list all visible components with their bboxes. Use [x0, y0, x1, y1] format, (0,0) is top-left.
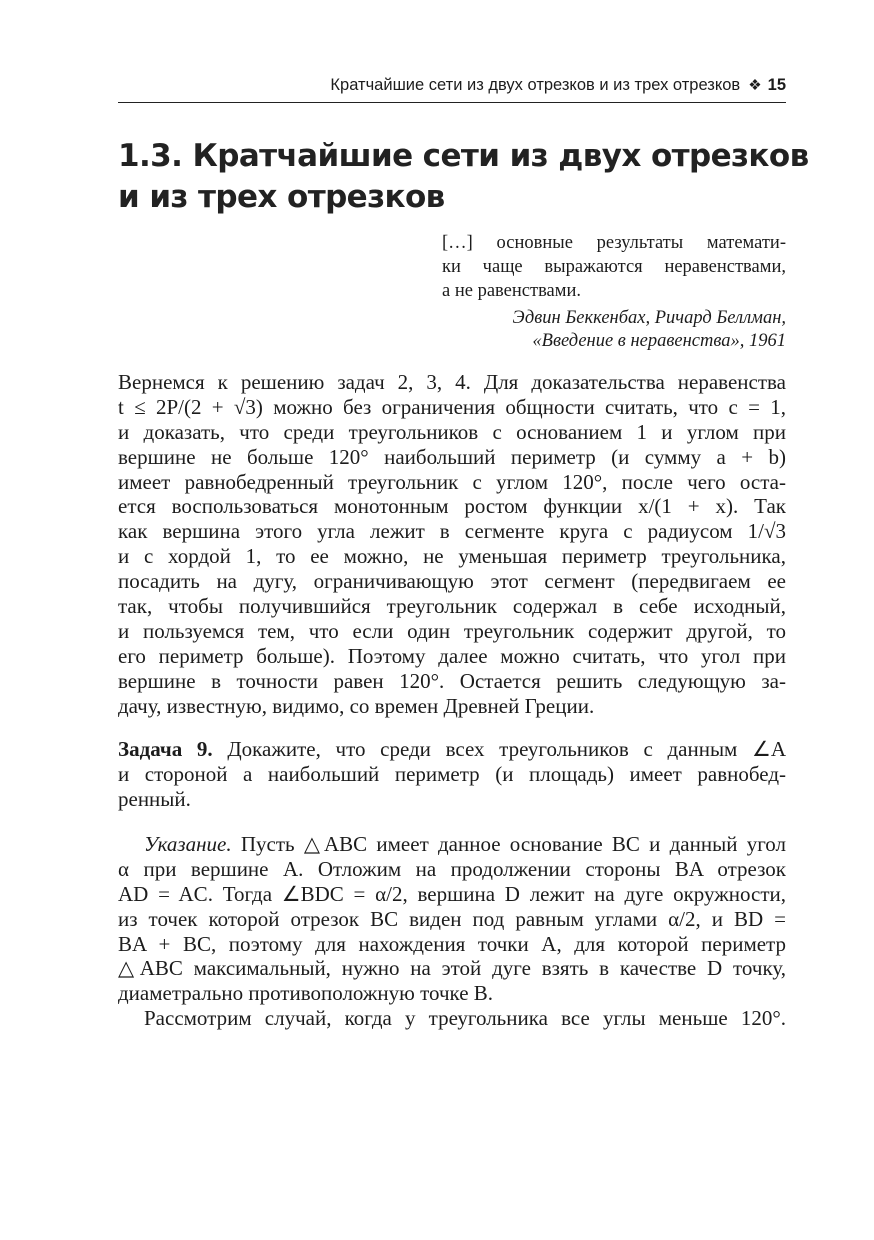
paragraph-line: его периметр больше). Поэтому далее можно считать, что угол при: [118, 643, 786, 668]
paragraph-line: из точек которой отрезок BC виден под равным углами α/2, и BD =: [118, 906, 786, 931]
section-title-line: 1.3. Кратчайшие сети из двух отрезков: [118, 138, 809, 174]
ornament-icon: ❖: [748, 77, 762, 94]
section-title-line: и из трех отрезков: [118, 179, 445, 215]
main-paragraph: [118, 370, 786, 718]
page-number: 15: [767, 76, 786, 94]
epigraph-source: «Введение в неравенства», 1961: [532, 331, 786, 351]
paragraph-line: диаметрально противоположную точке B.: [118, 981, 494, 1006]
problem-text: Докажите, что среди всех треугольников с данным ∠A: [227, 737, 787, 761]
epigraph-line: ки чаще выражаются неравенствами,: [442, 257, 786, 277]
paragraph-line: вершине в точности равен 120°. Остается решить следующую за-: [118, 668, 786, 693]
paragraph-line: Рассмотрим случай, когда у треугольника все углы меньше 120°.: [144, 1006, 786, 1031]
problem-label: Задача 9.: [118, 737, 213, 761]
paragraph-line: AD = AC. Тогда ∠BDC = α/2, вершина D лежит на дуге окружности,: [118, 881, 786, 906]
paragraph-line: вершине не больше 120° наибольший периметр (и сумму a + b): [118, 444, 786, 469]
epigraph-line: […] основные результаты математи-: [442, 233, 786, 253]
hint: [118, 832, 786, 1031]
running-title: Кратчайшие сети из двух отрезков и из трех отрезков: [330, 76, 741, 94]
paragraph-line: так, чтобы получившийся треугольник содержал в себе исходный,: [118, 594, 786, 619]
paragraph-line: t ≤ 2P/(2 + √3) можно без ограничения общности считать, что c = 1,: [118, 394, 786, 419]
epigraph-author: Эдвин Беккенбах, Ричард Беллман,: [512, 308, 786, 328]
hint-text: Пусть △ABC имеет данное основание BC и данный угол: [240, 832, 786, 856]
paragraph-line: [118, 832, 786, 857]
paragraph-line: ется воспользоваться монотонным ростом функции x/(1 + x). Так: [118, 494, 786, 519]
paragraph-line: [118, 737, 786, 762]
paragraph-line: и стороной a наибольший периметр (и площадь) имеет равнобед-: [118, 761, 786, 786]
problem-9: [118, 737, 786, 812]
section-title: [118, 136, 809, 218]
paragraph-line: и пользуемся тем, что если один треугольник содержит другой, то: [118, 618, 786, 643]
running-header: [118, 76, 786, 98]
header-rule: [118, 102, 786, 103]
epigraph: [442, 231, 786, 353]
paragraph-line: ренный.: [118, 786, 191, 811]
paragraph-line: дачу, известную, видимо, со времен Древней Греции.: [118, 693, 595, 718]
paragraph-line: Вернемся к решению задач 2, 3, 4. Для доказательства неравенства: [118, 370, 786, 394]
epigraph-line: а не равенствами.: [442, 281, 582, 301]
paragraph-line: и с хордой 1, то ее можно, не уменьшая периметр треугольника,: [118, 544, 786, 569]
paragraph-line: посадить на дугу, ограничивающую этот сегмент (передвигаем ее: [118, 569, 786, 594]
paragraph-line: как вершина этого угла лежит в сегменте круга с радиусом 1/√3: [118, 519, 786, 544]
paragraph-line: и доказать, что среди треугольников с основанием 1 и углом при: [118, 419, 786, 444]
paragraph-line: имеет равнобедренный треугольник с углом 120°, после чего оста-: [118, 469, 786, 494]
paragraph-line: BA + BC, поэтому для нахождения точки A, для которой периметр: [118, 931, 786, 956]
paragraph-line: α при вершине A. Отложим на продолжении стороны BA отрезок: [118, 856, 786, 881]
paragraph-line: △ABC максимальный, нужно на этой дуге взять в качестве D точку,: [118, 956, 786, 981]
hint-label: Указание.: [144, 832, 232, 856]
